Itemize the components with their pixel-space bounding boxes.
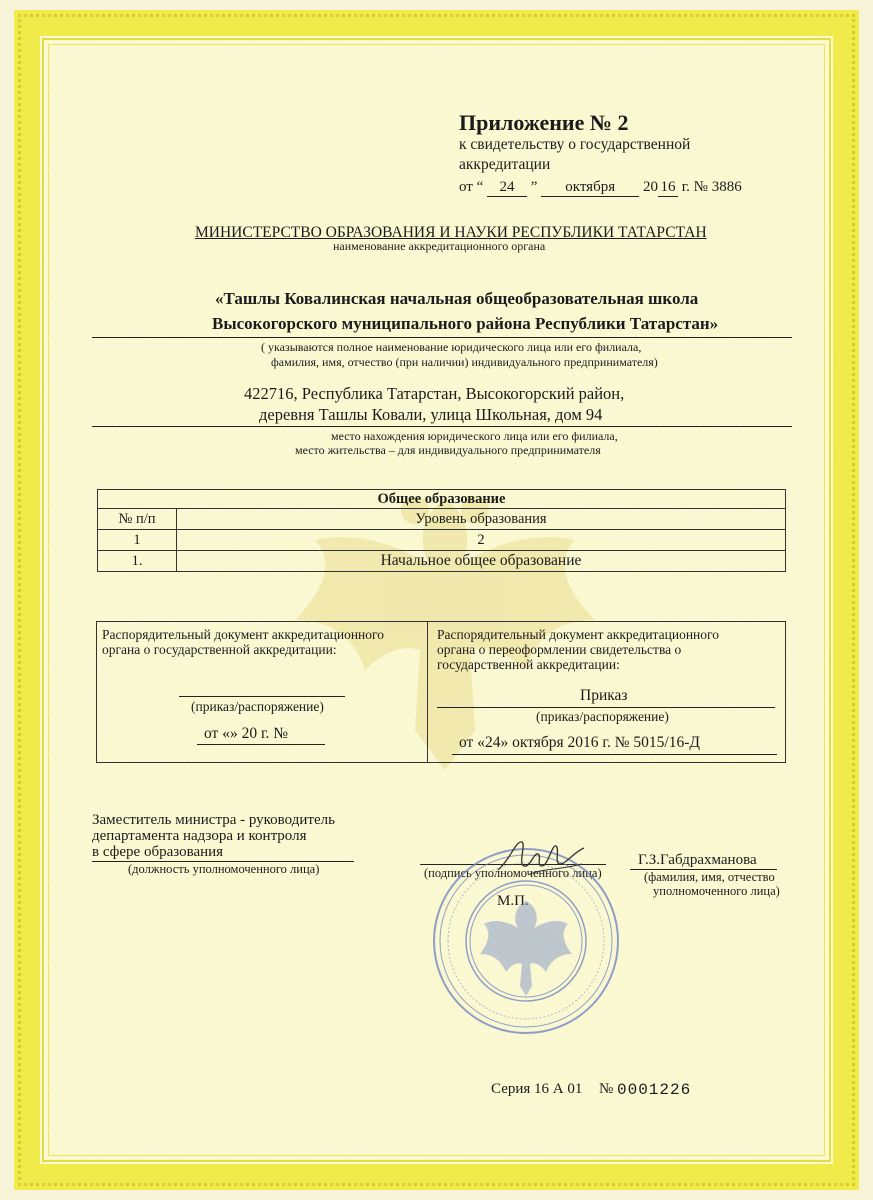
position-caption: (должность уполномоченного лица) [128, 862, 320, 876]
signature-caption: (подпись уполномоченного лица) [424, 866, 602, 880]
documents-box [96, 621, 786, 763]
right-doc-date: от «24» октября 2016 г. № 5015/16-Д [459, 734, 700, 751]
right-doc-date-line [452, 754, 777, 755]
handwritten-signature [490, 830, 590, 880]
left-doc-date: от «» 20 г. № [204, 725, 289, 742]
table-header-row [98, 509, 786, 530]
official-position-line3: в сфере образования [92, 844, 224, 860]
ministry-name: МИНИСТЕРСТВО ОБРАЗОВАНИЯ И НАУКИ РЕСПУБЛИКИ ТАТАРСТАН [195, 224, 707, 241]
date-year-prefix: 20 [642, 179, 658, 195]
official-position-line2: департамента надзора и контроля [92, 828, 307, 844]
row-number: 1. [98, 551, 177, 572]
table-title-row [98, 490, 786, 509]
col-number-header: № п/п [98, 509, 177, 530]
right-doc-title1: Распорядительный документ аккредитационного [437, 627, 719, 642]
appendix-subtitle-line1: к свидетельству о государственной [459, 136, 691, 153]
left-doc-line [179, 696, 345, 697]
name-caption-line2: уполномоченного лица) [653, 884, 780, 898]
date-number: г. № 3886 [681, 179, 742, 195]
organization-caption-line1: ( указываются полное наименование юридического лица или его филиала, [261, 340, 642, 354]
official-name: Г.З.Габдрахманова [638, 852, 757, 868]
left-doc-title1: Распорядительный документ аккредитационного [102, 627, 384, 642]
appendix-title: Приложение № 2 [459, 110, 629, 135]
right-doc-value: Приказ [580, 687, 628, 704]
col-level-index: 2 [177, 530, 786, 551]
date-year-suffix: 16 [658, 179, 678, 197]
name-caption-line1: (фамилия, имя, отчество [644, 870, 775, 884]
address-underline [92, 426, 792, 427]
right-doc-title3: государственной аккредитации: [437, 657, 620, 672]
table-index-row [98, 530, 786, 551]
appendix-date [459, 179, 742, 197]
official-position-line1: Заместитель министра - руководитель [92, 812, 335, 828]
education-table [97, 489, 786, 572]
address-caption-line2: место жительства – для индивидуального предпринимателя [295, 443, 601, 457]
table-title: Общее образование [98, 490, 786, 509]
ministry-caption: наименование аккредитационного органа [333, 239, 546, 253]
organization-name-line2: Высокогорского муниципального района Республики Татарстан» [212, 314, 719, 333]
row-level: Начальное общее образование [177, 551, 786, 572]
left-doc-title2: органа о государственной аккредитации: [102, 642, 337, 657]
date-day: 24 [487, 179, 527, 197]
certificate-series: Серия 16 А 01 [491, 1081, 583, 1097]
right-doc-title2: органа о переоформлении свидетельства о [437, 642, 682, 657]
organization-caption-line2: фамилия, имя, отчество (при наличии) индивидуального предпринимателя) [271, 355, 658, 369]
date-quote: ” [530, 179, 538, 195]
seal-label: М.П. [497, 893, 529, 909]
organization-name-line1: «Ташлы Ковалинская начальная общеобразовательная школа [215, 289, 699, 308]
right-doc-line [437, 707, 775, 708]
address-caption-line1: место нахождения юридического лица или его филиала, [331, 429, 618, 443]
date-month: октября [541, 179, 639, 197]
number-label: № [599, 1081, 614, 1097]
table-row [98, 551, 786, 572]
col-level-header: Уровень образования [177, 509, 786, 530]
left-doc-caption: (приказ/распоряжение) [191, 699, 324, 714]
appendix-subtitle-line2: аккредитации [459, 156, 551, 173]
date-prefix: от “ [459, 179, 484, 195]
certificate-number: 0001226 [617, 1081, 692, 1099]
right-doc-caption: (приказ/распоряжение) [536, 709, 669, 724]
address-line2: деревня Ташлы Ковали, улица Школьная, дом 94 [259, 405, 603, 424]
organization-underline [92, 337, 792, 338]
documents-divider [427, 622, 428, 762]
col-number-index: 1 [98, 530, 177, 551]
left-doc-date-line [197, 744, 325, 745]
address-line1: 422716, Республика Татарстан, Высокогорский район, [244, 384, 625, 403]
